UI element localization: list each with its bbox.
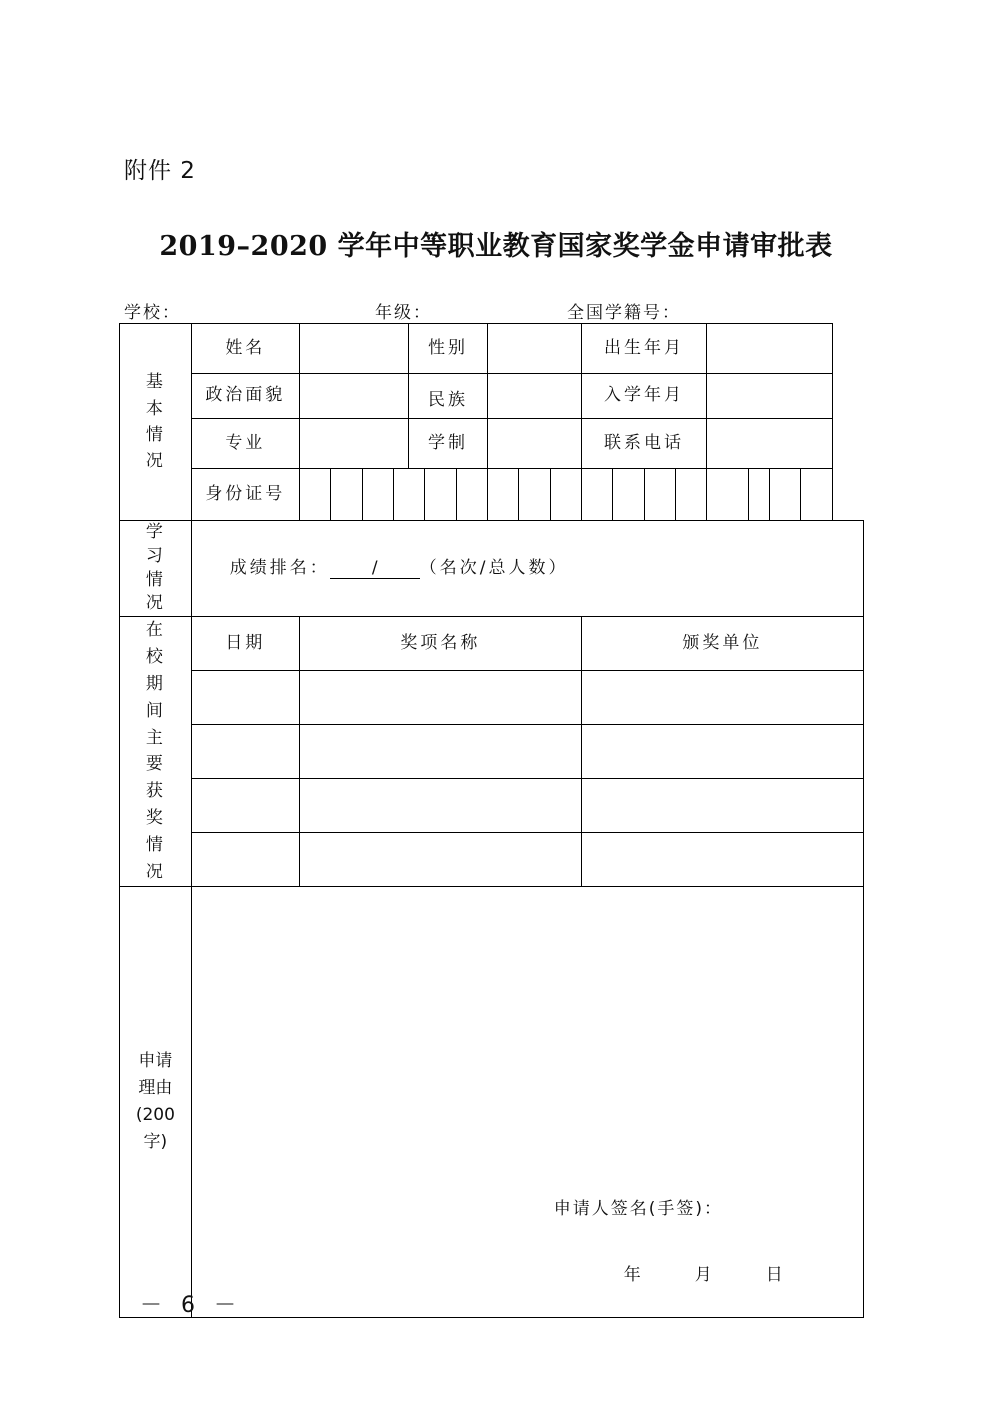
award-row bbox=[120, 832, 864, 886]
program-length-label: 学制 bbox=[409, 419, 488, 469]
phone-field[interactable] bbox=[707, 419, 832, 469]
grade-rank-field[interactable] bbox=[330, 558, 420, 579]
id-digit-cell[interactable] bbox=[425, 469, 456, 521]
id-digit-cell[interactable] bbox=[644, 469, 675, 521]
year-label: 年 bbox=[623, 1264, 641, 1285]
award-date-header: 日期 bbox=[191, 617, 299, 671]
gender-field[interactable] bbox=[487, 324, 581, 374]
award-row bbox=[120, 671, 864, 725]
grade-rank-row bbox=[191, 521, 863, 617]
grade-rank-hint: （名次/总人数） bbox=[419, 557, 569, 578]
grade-label: 年级： bbox=[375, 303, 432, 323]
id-digit-cell[interactable] bbox=[331, 469, 362, 521]
name-field[interactable] bbox=[299, 324, 408, 374]
id-digit-cell[interactable] bbox=[456, 469, 487, 521]
award-row bbox=[120, 725, 864, 779]
award-name-cell[interactable] bbox=[299, 671, 581, 725]
id-digit-cell[interactable] bbox=[801, 469, 832, 521]
id-digit-cell[interactable] bbox=[675, 469, 706, 521]
id-digit-cell[interactable] bbox=[769, 469, 800, 521]
reason-field[interactable] bbox=[191, 886, 863, 1317]
id-digit-cell[interactable] bbox=[550, 469, 581, 521]
form-title: 2019–2020 学年中等职业教育国家奖学金申请审批表 bbox=[159, 231, 833, 262]
award-date-cell[interactable] bbox=[191, 671, 299, 725]
id-digit-cell[interactable] bbox=[581, 469, 612, 521]
political-status-label: 政治面貌 bbox=[191, 374, 299, 419]
id-digit-cell[interactable] bbox=[299, 469, 330, 521]
phone-label: 联系电话 bbox=[581, 419, 706, 469]
month-label: 月 bbox=[694, 1264, 712, 1285]
ethnicity-label: 民族 bbox=[409, 374, 488, 419]
birth-date-label: 出生年月 bbox=[581, 324, 706, 374]
id-digit-cell[interactable] bbox=[487, 469, 518, 521]
award-name-cell[interactable] bbox=[299, 725, 581, 779]
award-name-cell[interactable] bbox=[299, 778, 581, 832]
awards-section-label: 在校期间主要获奖情况 bbox=[120, 617, 192, 887]
award-row bbox=[120, 778, 864, 832]
award-issuer-cell[interactable] bbox=[581, 725, 863, 779]
award-issuer-header: 颁奖单位 bbox=[581, 617, 863, 671]
major-label: 专业 bbox=[191, 419, 299, 469]
reason-section-label: 申请理由(200字) bbox=[120, 886, 192, 1317]
program-length-field[interactable] bbox=[487, 419, 581, 469]
award-issuer-cell[interactable] bbox=[581, 671, 863, 725]
id-digit-cell[interactable] bbox=[362, 469, 393, 521]
gender-label: 性别 bbox=[409, 324, 488, 374]
major-field[interactable] bbox=[299, 419, 408, 469]
page-number: － 6 － bbox=[140, 1293, 242, 1318]
id-digit-cell[interactable] bbox=[748, 469, 769, 521]
attachment-label: 附件 2 bbox=[124, 158, 196, 184]
id-digit-cell[interactable] bbox=[519, 469, 550, 521]
id-digit-cell[interactable] bbox=[613, 469, 644, 521]
ethnicity-field[interactable] bbox=[487, 374, 581, 419]
signature-date bbox=[624, 1263, 783, 1289]
birth-date-field[interactable] bbox=[707, 324, 832, 374]
basic-info-section-label: 基本情况 bbox=[120, 324, 192, 521]
award-issuer-cell[interactable] bbox=[581, 832, 863, 886]
political-status-field[interactable] bbox=[299, 374, 408, 419]
award-name-cell[interactable] bbox=[299, 832, 581, 886]
study-section-label: 学习情况 bbox=[120, 521, 192, 617]
award-date-cell[interactable] bbox=[191, 725, 299, 779]
award-date-cell[interactable] bbox=[191, 778, 299, 832]
school-label: 学校： bbox=[124, 303, 181, 323]
applicant-signature-label: 申请人签名(手签)： bbox=[553, 1198, 724, 1219]
name-label: 姓名 bbox=[191, 324, 299, 374]
enrollment-date-field[interactable] bbox=[707, 374, 832, 419]
id-digit-cell[interactable] bbox=[707, 469, 748, 521]
student-id-label: 全国学籍号： bbox=[567, 303, 681, 323]
grade-rank-separator: / bbox=[371, 557, 378, 578]
id-digit-cell[interactable] bbox=[393, 469, 424, 521]
application-form-table bbox=[119, 323, 864, 1318]
award-name-header: 奖项名称 bbox=[299, 617, 581, 671]
grade-rank-label: 成绩排名： bbox=[229, 557, 330, 578]
day-label: 日 bbox=[765, 1264, 783, 1285]
award-issuer-cell[interactable] bbox=[581, 778, 863, 832]
enrollment-date-label: 入学年月 bbox=[581, 374, 706, 419]
id-number-label: 身份证号 bbox=[191, 469, 299, 521]
award-date-cell[interactable] bbox=[191, 832, 299, 886]
